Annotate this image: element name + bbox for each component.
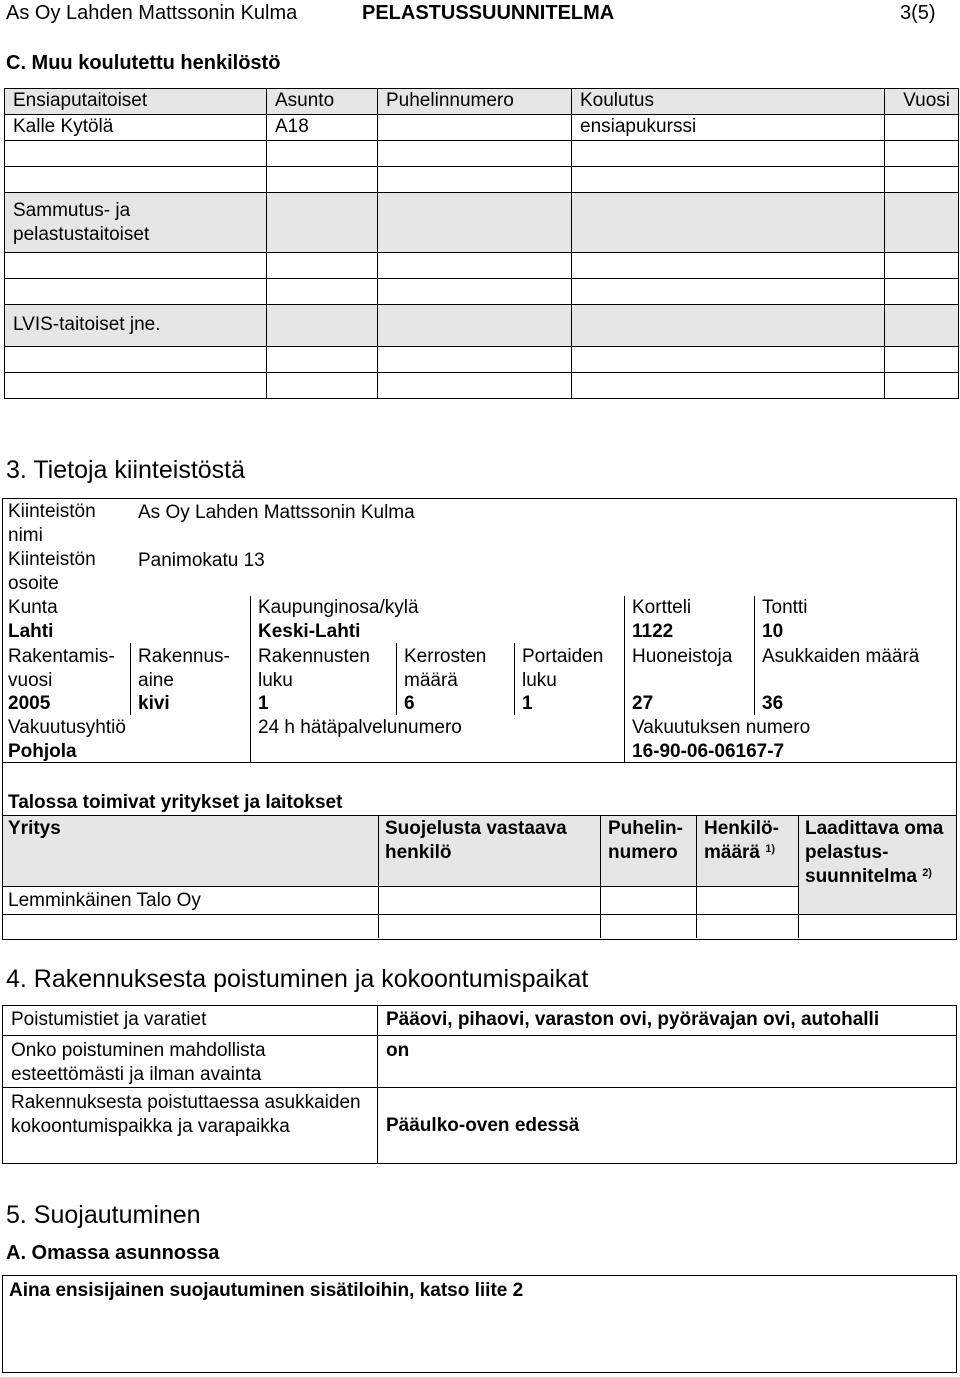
material-label: Rakennus- aine: [138, 646, 230, 691]
col-first-aid: Ensiaputaitoiset: [5, 89, 267, 115]
first-aid-training: ensiapukurssi: [572, 115, 885, 141]
exits-value: Pääovi, pihaovi, varaston ovi, pyörävajan ovi, autohalli: [378, 1006, 957, 1036]
apartments-value: 27: [632, 693, 654, 714]
section-c-title: C. Muu koulutettu henkilöstö: [6, 52, 281, 74]
policy-number-label: Vakuutuksen numero: [632, 717, 811, 738]
col-apartment: Asunto: [267, 89, 378, 115]
emergency-number-label: 24 h hätäpalvelunumero: [258, 717, 462, 738]
material-value: kivi: [138, 693, 170, 714]
keyless-value: on: [378, 1036, 957, 1088]
biz-col-people: Henkilö- määrä $^{1)}$: [704, 818, 779, 863]
header-company: As Oy Lahden Mattssonin Kulma: [6, 2, 298, 24]
stairs-value: 1: [522, 693, 533, 714]
policy-number-value: 16-90-06-06167-7: [632, 741, 785, 762]
biz-col-contact: Suojelusta vastaava henkilö: [385, 818, 567, 863]
businesses-title: Talossa toimivat yritykset ja laitokset: [8, 792, 343, 813]
block-label: Kortteli: [632, 597, 692, 618]
buildings-value: 1: [258, 693, 269, 714]
property-name-label: Kiinteistön nimi: [8, 501, 96, 546]
first-aid-name: Kalle Kytölä: [5, 115, 267, 141]
col-phone: Puhelinnumero: [378, 89, 572, 115]
col-training: Koulutus: [572, 89, 885, 115]
biz-col-plan: Laadittava oma pelastus- suunnitelma $^{2)}$: [805, 818, 944, 887]
property-address-label: Kiinteistön osoite: [8, 549, 96, 594]
buildings-label: Rakennusten luku: [258, 646, 370, 691]
evacuation-table: [2, 1005, 957, 1164]
header-doc-title: PELASTUSSUUNNITELMA: [362, 2, 615, 24]
municipality-label: Kunta: [8, 597, 58, 618]
build-year-label: Rakentamis- vuosi: [8, 646, 115, 691]
header-page-number: 3(5): [900, 2, 936, 24]
first-aid-phone: [378, 115, 572, 141]
insurer-label: Vakuutusyhtiö: [8, 717, 126, 738]
residents-value: 36: [762, 693, 784, 714]
section-5a-title: A. Omassa asunnossa: [6, 1242, 220, 1264]
first-aid-year: [885, 115, 959, 141]
floors-value: 6: [404, 693, 415, 714]
section-3-title: 3. Tietoja kiinteistöstä: [6, 456, 246, 484]
plot-value: 10: [762, 621, 784, 642]
firefighting-label: Sammutus- ja pelastustaitoiset: [5, 193, 267, 253]
assembly-value: Pääulko-oven edessä: [378, 1088, 957, 1164]
col-year: Vuosi: [885, 89, 959, 115]
hvac-label: LVIS-taitoiset jne.: [5, 305, 267, 347]
stairs-label: Portaiden luku: [522, 646, 604, 691]
property-name-value: As Oy Lahden Mattssonin Kulma: [138, 502, 415, 523]
first-aid-apartment: A18: [267, 115, 378, 141]
assembly-label: Rakennuksesta poistuttaessa asukkaiden kokoontumispaikka ja varapaikka: [3, 1088, 378, 1164]
exits-label: Poistumistiet ja varatiet: [3, 1006, 378, 1036]
plot-label: Tontti: [762, 597, 808, 618]
biz-col-phone: Puhelin- numero: [608, 818, 683, 863]
municipality-value: Lahti: [8, 621, 54, 642]
district-value: Keski-Lahti: [258, 621, 361, 642]
block-value: 1122: [632, 621, 674, 642]
biz-col-company: Yritys: [8, 818, 61, 839]
biz-company-value: Lemminkäinen Talo Oy: [8, 890, 201, 911]
section-5-title: 5. Suojautuminen: [6, 1201, 201, 1229]
residents-label: Asukkaiden määrä: [762, 646, 920, 667]
build-year-value: 2005: [8, 693, 51, 714]
trained-staff-table: [4, 88, 959, 399]
district-label: Kaupunginosa/kylä: [258, 597, 419, 618]
shelter-text: Aina ensisijainen suojautuminen sisätiloihin, katso liite 2: [9, 1280, 524, 1301]
property-address-value: Panimokatu 13: [138, 550, 265, 571]
floors-label: Kerrosten määrä: [404, 646, 487, 691]
keyless-label: Onko poistuminen mahdollista esteettömästi ja ilman avainta: [3, 1036, 378, 1088]
insurer-value: Pohjola: [8, 741, 77, 762]
apartments-label: Huoneistoja: [632, 646, 733, 667]
section-4-title: 4. Rakennuksesta poistuminen ja kokoontumispaikat: [6, 965, 589, 993]
